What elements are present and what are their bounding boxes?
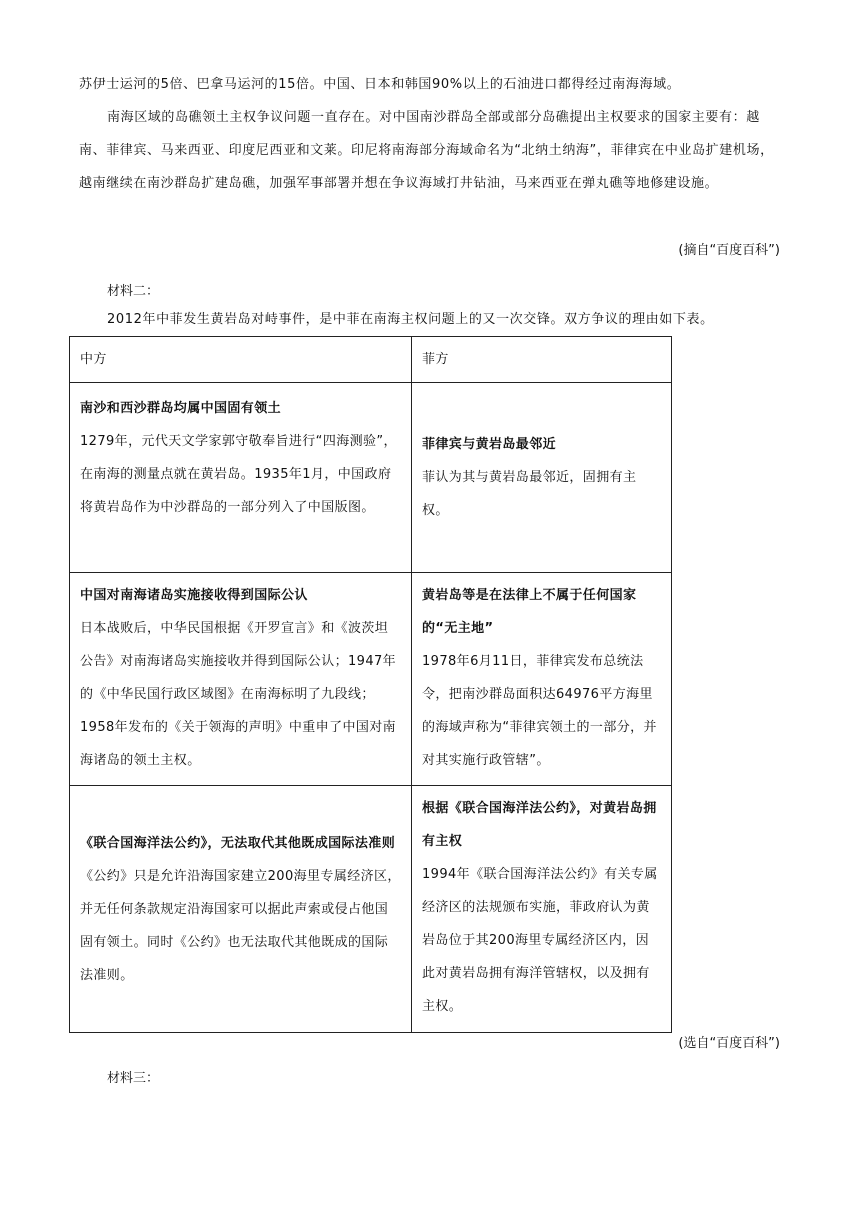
philippines-reason-title: 黄岩岛等是在法律上不属于任何国家的“无主地” bbox=[422, 588, 637, 636]
intro-paragraph: 南海区域的岛礁领土主权争议问题一直存在。对中国南沙群岛全部或部分岛礁提出主权要求的国家主要有：越南、菲律宾、马来西亚、印度尼西亚和文莱。印尼将南海部分海域命名为“北纳土纳海”，菲律宾在中业岛扩建机场，越南继续在南沙群岛扩建岛礁，加强军事部署并想在争议海域打井钻油，马来西亚在弹丸礁等地修建设施。 bbox=[79, 110, 774, 191]
china-reason-title: 南沙和西沙群岛均属中国固有领土 bbox=[80, 401, 282, 416]
philippines-cell bbox=[412, 786, 672, 1033]
philippines-reason-title: 菲律宾与黄岩岛最邻近 bbox=[422, 437, 557, 452]
china-reason-body: 1279年，元代天文学家郭守敬奉旨进行“四海测验”，在南海的测量点就在黄岩岛。1935年1月，中国政府将黄岩岛作为中沙群岛的一部分列入了中国版图。 bbox=[80, 434, 397, 515]
china-reason-title: 中国对南海诸岛实施接收得到国际公认 bbox=[80, 588, 308, 603]
intro-line: 苏伊士运河的5倍、巴拿马运河的15倍。中国、日本和韩国90%以上的石油进口都得经过南海海域。 bbox=[79, 77, 681, 92]
philippines-cell bbox=[412, 383, 672, 573]
china-cell bbox=[70, 383, 412, 573]
china-cell bbox=[70, 573, 412, 786]
philippines-reason-body: 1994年《联合国海洋法公约》有关专属经济区的法规颁布实施，菲政府认为黄岩岛位于其200海里专属经济区内，因此对黄岩岛拥有海洋管辖权，以及拥有主权。 bbox=[422, 867, 658, 1014]
material-two-label: 材料二： bbox=[107, 284, 160, 299]
table-row bbox=[70, 786, 672, 1033]
china-reason-title: 《联合国海洋法公约》，无法取代其他既成国际法准则 bbox=[80, 835, 396, 851]
table-row bbox=[70, 573, 672, 786]
china-cell bbox=[70, 786, 412, 1033]
dispute-table bbox=[69, 336, 672, 1033]
philippines-cell bbox=[412, 573, 672, 786]
philippines-reason-body: 1978年6月11日，菲律宾发布总统法令，把南沙群岛面积达64976平方海里的海域声称为“菲律宾领土的一部分，并对其实施行政管辖”。 bbox=[422, 654, 657, 768]
table-row bbox=[70, 383, 672, 573]
philippines-reason-body: 菲认为其与黄岩岛最邻近，固拥有主权。 bbox=[422, 470, 637, 518]
header-philippines: 菲方 bbox=[412, 337, 672, 383]
source-citation-2: (选自“百度百科”) bbox=[678, 1036, 780, 1051]
header-china: 中方 bbox=[70, 337, 412, 383]
material-three-label: 材料三： bbox=[107, 1071, 160, 1086]
table-header-row bbox=[70, 337, 672, 383]
china-reason-body: 《公约》只是允许沿海国家建立200海里专属经济区，并无任何条款规定沿海国家可以据此声索或侵占他国固有领土。同时《公约》也无法取代其他既成的国际法准则。 bbox=[80, 868, 401, 983]
material-two-intro: 2012年中菲发生黄岩岛对峙事件，是中菲在南海主权问题上的又一次交锋。双方争议的理由如下表。 bbox=[107, 312, 714, 327]
source-citation-1: (摘自“百度百科”) bbox=[678, 243, 780, 258]
philippines-reason-title: 根据《联合国海洋法公约》，对黄岩岛拥有主权 bbox=[422, 801, 657, 849]
china-reason-body: 日本战败后，中华民国根据《开罗宣言》和《波茨坦公告》对南海诸岛实施接收并得到国际公认；1947年的《中华民国行政区域图》在南海标明了九段线；1958年发布的《关于领海的声明》中重申了中国对南海诸岛的领土主权。 bbox=[80, 621, 397, 768]
